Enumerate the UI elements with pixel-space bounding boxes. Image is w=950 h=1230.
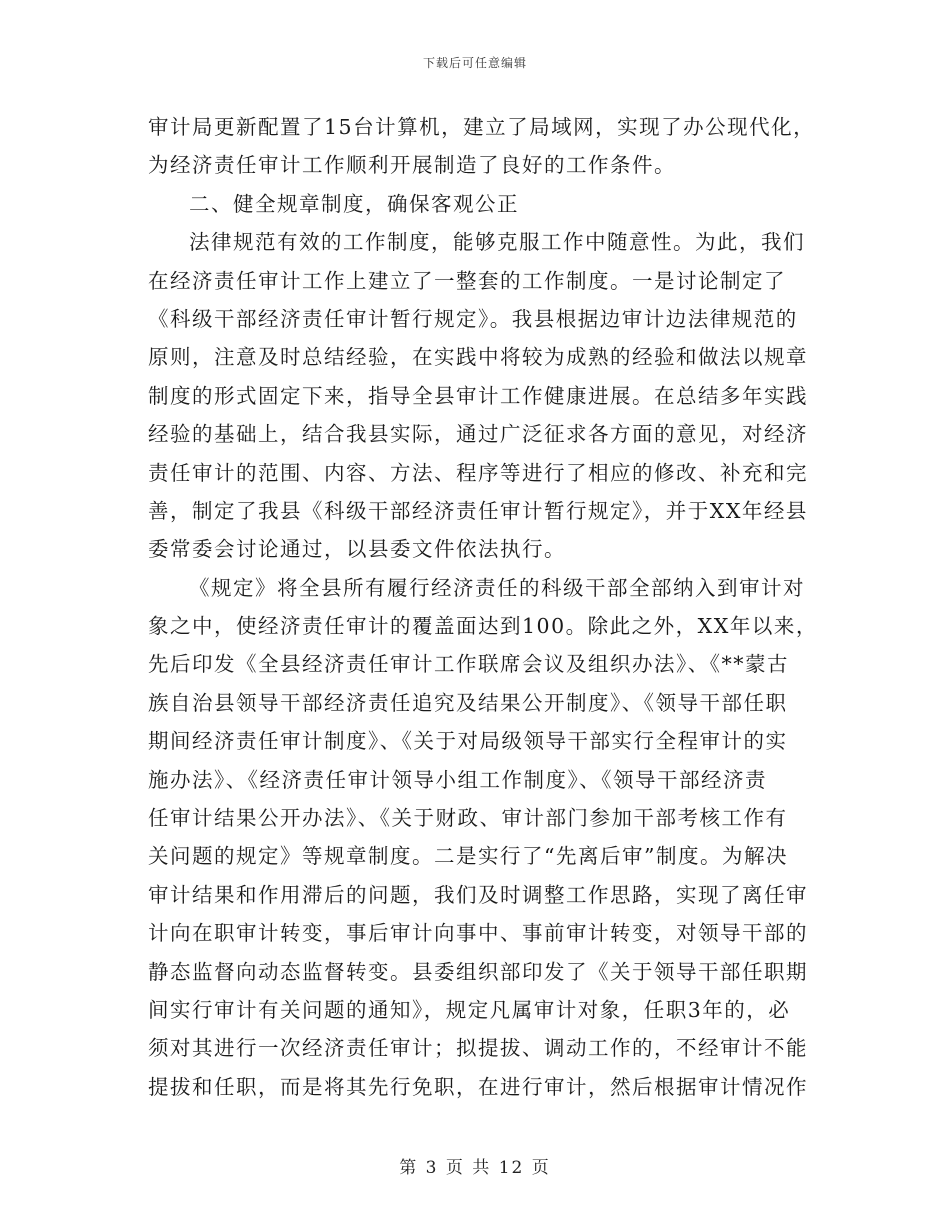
body-line: 责任审计的范围、内容、方法、程序等进行了相应的修改、补充和完 <box>148 460 808 485</box>
page-number: 第 3 页 共 12 页 <box>399 1158 551 1178</box>
body-line: 关问题的规定》等规章制度。二是实行了“先离后审”制度。为解决 <box>148 844 788 869</box>
body-line: 审计局更新配置了15台计算机，建立了局域网，实现了办公现代化， <box>148 115 816 139</box>
body-line: 善，制定了我县《科级干部经济责任审计暂行规定》，并于XX年经县 <box>148 498 808 523</box>
body-line: 《规定》将全县所有履行经济责任的科级干部全部纳入到审计对 <box>189 575 805 600</box>
body-line: 施办法》、《经济责任审计领导小组工作制度》、《领导干部经济责 <box>148 767 767 792</box>
body-line: 族自治县领导干部经济责任追究及结果公开制度》、《领导干部任职 <box>148 690 788 715</box>
page-header-note: 下载后可任意编辑 <box>422 56 527 70</box>
body-line: 在经济责任审计工作上建立了一整套的工作制度。一是讨论制定了 <box>148 268 786 293</box>
document-body <box>148 108 818 1106</box>
body-line: 原则，注意及时总结经验，在实践中将较为成熟的经验和做法以规章 <box>148 345 808 370</box>
body-line: 须对其进行一次经济责任审计；拟提拔、调动工作的，不经审计不能 <box>148 1036 808 1061</box>
body-line: 先后印发《全县经济责任审计工作联席会议及组织办法》、《**蒙古 <box>148 652 789 677</box>
body-line: 为经济责任审计工作顺利开展制造了良好的工作条件。 <box>148 153 676 178</box>
body-line: 法律规范有效的工作制度，能够克服工作中随意性。为此，我们 <box>189 230 805 255</box>
section-heading: 二、健全规章制度，确保客观公正 <box>189 191 519 216</box>
body-line: 期间经济责任审计制度》、《关于对局级领导干部实行全程审计的实 <box>148 729 788 754</box>
body-line: 间实行审计有关问题的通知》，规定凡属审计对象，任职3年的，必 <box>148 997 791 1022</box>
body-line: 任审计结果公开办法》、《关于财政、审计部门参加干部考核工作有 <box>148 806 788 831</box>
body-line: 计向在职审计转变，事后审计向事中、事前审计转变，对领导干部的 <box>148 921 808 946</box>
body-line: 委常委会讨论通过，以县委文件依法执行。 <box>148 537 566 562</box>
body-line: 经验的基础上，结合我县实际，通过广泛征求各方面的意见，对经济 <box>148 422 808 447</box>
body-line: 提拔和任职，而是将其先行免职，在进行审计，然后根据审计情况作 <box>148 1074 808 1099</box>
body-line: 制度的形式固定下来，指导全县审计工作健康进展。在总结多年实践 <box>148 383 808 408</box>
body-line: 象之中，使经济责任审计的覆盖面达到100。除此之外，XX年以来， <box>148 614 818 639</box>
body-line: 静态监督向动态监督转变。县委组织部印发了《关于领导干部任职期 <box>148 959 808 984</box>
body-line: 审计结果和作用滞后的问题，我们及时调整工作思路，实现了离任审 <box>148 882 808 907</box>
body-line: 《科级干部经济责任审计暂行规定》。我县根据边审计边法律规范的 <box>148 306 798 331</box>
